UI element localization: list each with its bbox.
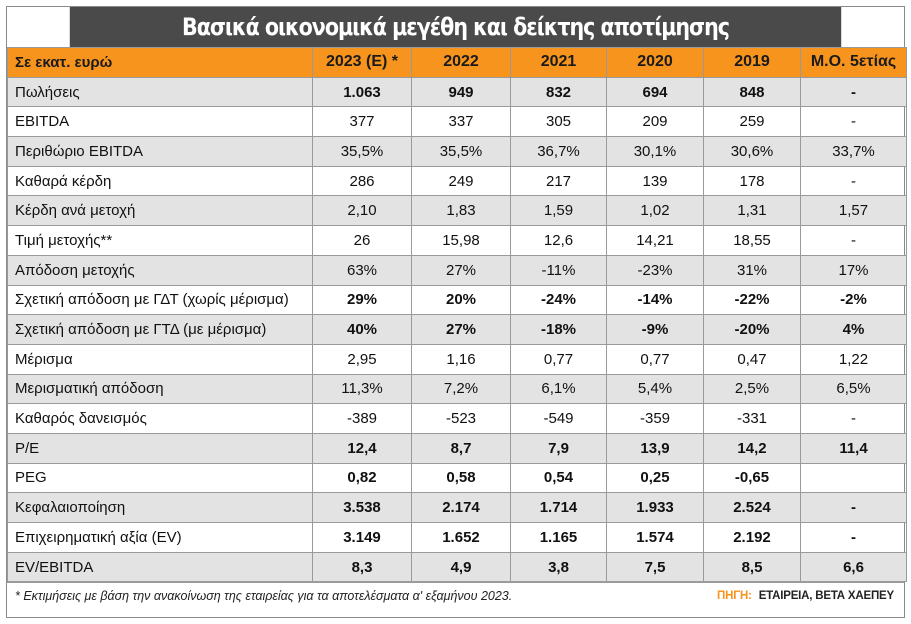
row-label: Καθαρός δανεισμός [8,404,313,434]
cell: 694 [607,77,704,107]
cell: 40% [313,315,412,345]
row-label: Σχετική απόδοση με ΓΤΔ (με μέρισμα) [8,315,313,345]
footnote: * Εκτιμήσεις με βάση την ανακοίνωση της εταιρείας για τα αποτελέσματα α' εξαμήνου 2023. [15,589,513,604]
cell: 14,21 [607,226,704,256]
header-row [8,48,907,78]
row-label: Κεφαλαιοποίηση [8,493,313,523]
cell: 4,9 [412,552,511,582]
table-row [8,166,907,196]
cell: 30,6% [704,137,801,167]
cell: 2.174 [412,493,511,523]
row-label: Περιθώριο EBITDA [8,137,313,167]
cell: -24% [511,285,607,315]
cell [801,463,907,493]
cell: 27% [412,255,511,285]
cell: 12,6 [511,226,607,256]
row-label: P/E [8,433,313,463]
row-label: EV/EBITDA [8,552,313,582]
table-row [8,523,907,553]
cell: -18% [511,315,607,345]
cell: 63% [313,255,412,285]
cell: 30,1% [607,137,704,167]
cell: - [801,107,907,137]
cell: 2.192 [704,523,801,553]
cell: -389 [313,404,412,434]
cell: 0,77 [607,344,704,374]
header-col: 2020 [607,48,704,78]
cell: 2,95 [313,344,412,374]
cell: -20% [704,315,801,345]
cell: 1,31 [704,196,801,226]
cell: -2% [801,285,907,315]
cell: 12,4 [313,433,412,463]
cell: 305 [511,107,607,137]
cell: 1,16 [412,344,511,374]
cell: 832 [511,77,607,107]
cell: 1.933 [607,493,704,523]
table-panel [6,6,905,618]
cell: 0,47 [704,344,801,374]
cell: 14,2 [704,433,801,463]
table-row [8,196,907,226]
table-row [8,285,907,315]
cell: 11,3% [313,374,412,404]
cell: 1.063 [313,77,412,107]
cell: -359 [607,404,704,434]
cell: - [801,166,907,196]
cell: 7,9 [511,433,607,463]
cell: 6,5% [801,374,907,404]
cell: 1,02 [607,196,704,226]
cell: -0,65 [704,463,801,493]
cell: 0,77 [511,344,607,374]
cell: 2,10 [313,196,412,226]
cell: 18,55 [704,226,801,256]
cell: 259 [704,107,801,137]
cell: 1.574 [607,523,704,553]
row-label: Πωλήσεις [8,77,313,107]
cell: 249 [412,166,511,196]
cell: 286 [313,166,412,196]
cell: - [801,77,907,107]
header-col: 2022 [412,48,511,78]
cell: 949 [412,77,511,107]
row-label: Κέρδη ανά μετοχή [8,196,313,226]
cell: 0,58 [412,463,511,493]
cell: -11% [511,255,607,285]
cell: - [801,523,907,553]
cell: -23% [607,255,704,285]
row-label: PEG [8,463,313,493]
header-col: 2023 (Ε) * [313,48,412,78]
source-label: ΠΗΓΗ: [717,590,752,603]
table-row [8,255,907,285]
cell: - [801,493,907,523]
cell: 4% [801,315,907,345]
cell: 0,82 [313,463,412,493]
cell: 8,3 [313,552,412,582]
cell: 1.652 [412,523,511,553]
cell: -331 [704,404,801,434]
header-col: Μ.Ο. 5ετίας [801,48,907,78]
row-label: Απόδοση μετοχής [8,255,313,285]
cell: 0,54 [511,463,607,493]
cell: 15,98 [412,226,511,256]
cell: - [801,404,907,434]
cell: 35,5% [313,137,412,167]
cell: -549 [511,404,607,434]
cell: 8,5 [704,552,801,582]
cell: 31% [704,255,801,285]
cell: 0,25 [607,463,704,493]
table-row [8,493,907,523]
cell: 848 [704,77,801,107]
cell: 1,57 [801,196,907,226]
table-row [8,404,907,434]
cell: 2.524 [704,493,801,523]
cell: 13,9 [607,433,704,463]
table-row [8,226,907,256]
cell: 20% [412,285,511,315]
source-credit [717,590,894,602]
cell: 3.149 [313,523,412,553]
cell: 377 [313,107,412,137]
table-row [8,137,907,167]
cell: -9% [607,315,704,345]
row-label: Τιμή μετοχής** [8,226,313,256]
cell: 29% [313,285,412,315]
table-row [8,463,907,493]
cell: 5,4% [607,374,704,404]
cell: 178 [704,166,801,196]
cell: 2,5% [704,374,801,404]
table-title [70,7,841,47]
header-col: 2021 [511,48,607,78]
cell: 139 [607,166,704,196]
cell: 1.714 [511,493,607,523]
row-label: Καθαρά κέρδη [8,166,313,196]
cell: 33,7% [801,137,907,167]
cell: 36,7% [511,137,607,167]
cell: -523 [412,404,511,434]
cell: 337 [412,107,511,137]
cell: 3.538 [313,493,412,523]
cell: 6,6 [801,552,907,582]
cell: 1,83 [412,196,511,226]
table-row [8,77,907,107]
table-row [8,374,907,404]
cell: 1.165 [511,523,607,553]
cell: 7,2% [412,374,511,404]
financials-table [7,47,907,582]
table-row [8,107,907,137]
table-row [8,344,907,374]
row-label: Μερισματική απόδοση [8,374,313,404]
cell: 8,7 [412,433,511,463]
table-title-text: Βασικά οικονομικά μεγέθη και δείκτης αποτίμησης [182,13,729,41]
row-label: Μέρισμα [8,344,313,374]
cell: 11,4 [801,433,907,463]
cell: 27% [412,315,511,345]
cell: 1,22 [801,344,907,374]
cell: 7,5 [607,552,704,582]
row-label: EBITDA [8,107,313,137]
cell: 217 [511,166,607,196]
cell: 209 [607,107,704,137]
cell: - [801,226,907,256]
cell: -22% [704,285,801,315]
table-row [8,552,907,582]
table-footer [7,582,904,609]
cell: 26 [313,226,412,256]
row-label: Σχετική απόδοση με ΓΔΤ (χωρίς μέρισμα) [8,285,313,315]
cell: 35,5% [412,137,511,167]
cell: 1,59 [511,196,607,226]
header-label: Σε εκατ. ευρώ [8,48,313,78]
cell: 17% [801,255,907,285]
cell: 3,8 [511,552,607,582]
header-col: 2019 [704,48,801,78]
table-row [8,315,907,345]
table-row [8,433,907,463]
cell: -14% [607,285,704,315]
source-text: ΕΤΑΙΡΕΙΑ, ΒΕΤΑ ΧΑΕΠΕΥ [758,590,894,603]
cell: 6,1% [511,374,607,404]
row-label: Επιχειρηματική αξία (EV) [8,523,313,553]
